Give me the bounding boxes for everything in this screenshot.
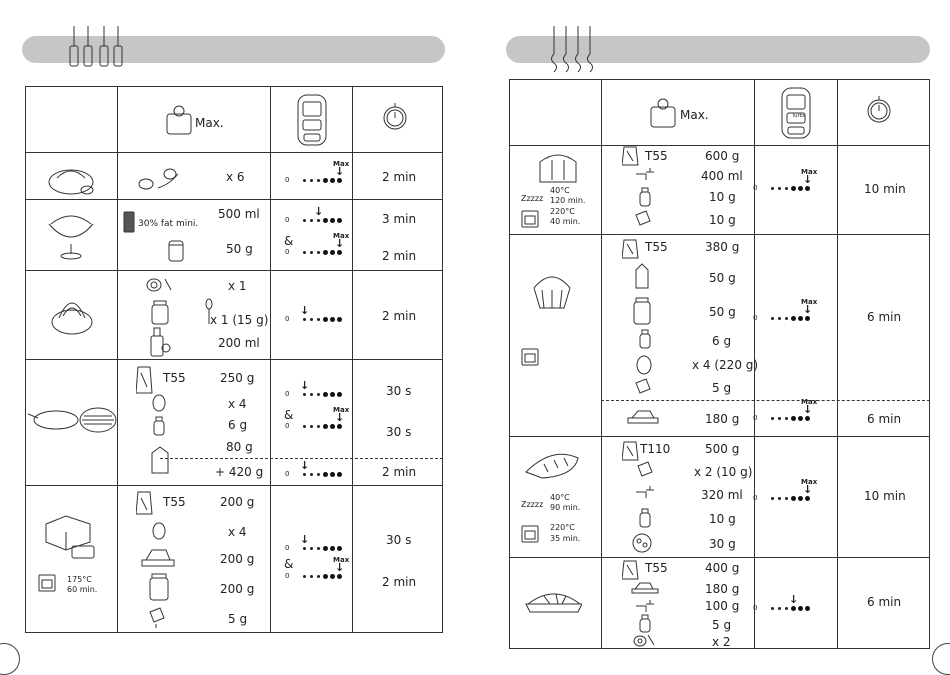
left-r3-time-a: 30 s [386, 384, 412, 398]
speed-dot [778, 417, 781, 420]
speed-arrow-icon: ↓ [789, 593, 799, 606]
speed-dot [798, 416, 803, 421]
right-r1-speed [753, 298, 823, 328]
right-header-max-label: Max. [680, 108, 709, 122]
mustard-jar-icon [150, 300, 170, 326]
speed-dot [785, 607, 788, 610]
speed-dot [310, 318, 313, 321]
left-header-weight-icon [165, 104, 193, 136]
speed-max-label: Max [333, 160, 350, 168]
left-r4-oven-temp: 175°C [67, 575, 92, 584]
whipped-eggs-icon [45, 160, 97, 198]
left-r3-sugar-qty: 80 g [226, 440, 253, 454]
speed-dot [337, 392, 342, 397]
egg-icon [152, 393, 166, 413]
speed-dot [310, 547, 313, 550]
dough-hooks-icon [548, 24, 594, 74]
left-r4-speed-a [285, 528, 355, 558]
right-header-weight-icon [649, 97, 677, 129]
page-corner-right [932, 643, 950, 675]
speed-dot [323, 472, 328, 477]
speed-dot [310, 251, 313, 254]
speed-dot [785, 497, 788, 500]
right-r2-time: 10 min [864, 489, 906, 503]
speed-dot [303, 318, 306, 321]
right-r0-water-qty: 400 ml [701, 169, 743, 183]
left-r4-flour-type: T55 [163, 495, 186, 509]
left-header-max-label: Max. [195, 116, 224, 130]
right-r3-flour-qty: 400 g [705, 561, 740, 575]
speed-max-label: Max [801, 398, 818, 406]
speed-zero-label: 0 [285, 422, 290, 430]
left-r4-oven-dur: 60 min. [67, 585, 98, 594]
speed-dot [337, 178, 342, 183]
right-r3-time: 6 min [867, 595, 902, 609]
speed-zero-label: 0 [285, 176, 290, 184]
speed-dot [798, 186, 803, 191]
left-header-speed-panel-icon [297, 94, 327, 146]
speed-dot [330, 392, 335, 397]
speed-dot [330, 472, 335, 477]
left-r2-time: 2 min [382, 309, 417, 323]
speed-dot [798, 496, 803, 501]
speed-max-label: Max [333, 556, 350, 564]
speed-dot [805, 416, 810, 421]
salt-shaker-icon [638, 186, 652, 208]
right-r0-salt-qty: 10 g [709, 190, 736, 204]
speed-dot [785, 187, 788, 190]
beaters-icon [66, 24, 126, 72]
speed-arrow-icon: ↓ [300, 533, 310, 546]
flour-bag-icon [622, 143, 640, 167]
sugar-jar-icon [148, 572, 170, 602]
baguette-icon [520, 446, 582, 482]
speed-dot [330, 546, 335, 551]
speed-max-label: Max [801, 298, 818, 306]
water-tap-icon [634, 166, 658, 186]
speed-dot [771, 417, 774, 420]
speed-dot [303, 473, 306, 476]
speed-dot [323, 218, 328, 223]
speed-dot [323, 546, 328, 551]
salt-shaker-icon [152, 415, 166, 437]
left-r3-sub-time: 2 min [382, 465, 417, 479]
page-corner-left [0, 643, 20, 675]
left-r0-qty: x 6 [226, 170, 245, 184]
right-r2-rest-dur: 90 min. [550, 503, 581, 512]
right-r0-rest-label: Zzzzz [521, 194, 544, 203]
speed-dot [337, 546, 342, 551]
speed-dot [317, 219, 320, 222]
right-r0-flour-qty: 600 g [705, 149, 740, 163]
speed-dot [330, 178, 335, 183]
speed-arrow-icon: ↓ [803, 403, 813, 416]
oven-icon [38, 574, 56, 592]
speed-dot [317, 251, 320, 254]
egg-yolk-icon [145, 276, 175, 294]
speed-dot [805, 496, 810, 501]
speed-zero-label: 0 [753, 604, 758, 612]
left-r3-sub-speed [285, 454, 355, 484]
speed-dot [310, 179, 313, 182]
speed-arrow-icon: ↓ [300, 459, 310, 472]
left-r1-sugar-qty: 50 g [226, 242, 253, 256]
speed-zero-label: 0 [753, 414, 758, 422]
speed-arrow-icon: ↓ [335, 411, 345, 424]
speed-dot [330, 424, 335, 429]
speed-dot [317, 473, 320, 476]
right-r0-oven-dur: 40 min. [550, 217, 581, 226]
right-r3-egg-qty: x 2 [712, 635, 731, 649]
speed-dot [330, 317, 335, 322]
right-r0-yeast-qty: 10 g [709, 213, 736, 227]
speed-zero-label: 0 [285, 572, 290, 580]
right-r1-sugar-qty: 50 g [709, 305, 736, 319]
speed-dot [303, 425, 306, 428]
speed-max-label: Max [333, 232, 350, 240]
speed-dot [798, 606, 803, 611]
speed-dot [323, 317, 328, 322]
left-r3-flour-qty: 250 g [220, 371, 255, 385]
left-r1-cream-qty: 500 ml [218, 207, 260, 221]
flour-bag-icon [622, 438, 640, 462]
speed-dot [303, 575, 306, 578]
speed-zero-label: 0 [753, 184, 758, 192]
speed-dot [310, 219, 313, 222]
speed-dot [303, 393, 306, 396]
brioche-icon [528, 266, 576, 314]
speed-dot [317, 318, 320, 321]
left-header-timer-icon [382, 102, 408, 132]
speed-dot [337, 424, 342, 429]
speed-dot [330, 250, 335, 255]
left-r2-oil-qty: 200 ml [218, 336, 260, 350]
right-r2-yeast-qty: x 2 (10 g) [694, 465, 753, 479]
yeast-packet-icon [636, 460, 654, 484]
speed-zero-label: 0 [753, 314, 758, 322]
salt-shaker-icon [638, 614, 652, 634]
speed-dot [330, 574, 335, 579]
left-r4-amp: & [284, 557, 294, 571]
speed-dot [771, 317, 774, 320]
speed-dot [323, 178, 328, 183]
speed-dot [303, 179, 306, 182]
left-r2-egg-qty: x 1 [228, 279, 247, 293]
left-r2-mustard-qty: x 1 (15 g) [210, 313, 269, 327]
right-r3-water-qty: 100 g [705, 599, 740, 613]
right-header-timer-icon [866, 95, 892, 125]
pie-icon [524, 586, 582, 620]
flour-bag-icon [136, 488, 154, 516]
right-r1-yeast-qty: 5 g [712, 381, 732, 395]
speed-dot [317, 575, 320, 578]
speed-dot [805, 606, 810, 611]
speed-zero-label: 0 [285, 216, 290, 224]
speed-dot [778, 607, 781, 610]
right-r1-milk-qty: 50 g [709, 271, 736, 285]
left-r3-amp: & [284, 408, 294, 422]
right-r1-egg-qty: x 4 (220 g) [692, 358, 759, 372]
right-r1-salt-qty: 6 g [712, 334, 732, 348]
speed-zero-label: 0 [285, 315, 290, 323]
speed-dot [310, 393, 313, 396]
left-r4-speed-b [285, 556, 355, 586]
speed-arrow-icon: ↓ [314, 205, 324, 218]
left-r2-speed [285, 299, 355, 329]
flour-bag-icon [136, 363, 154, 395]
speed-dot [337, 574, 342, 579]
ice-cream-cup-icon [45, 206, 95, 262]
left-r3-salt-qty: 6 g [228, 418, 248, 432]
water-tap-icon [634, 484, 658, 504]
right-r2-seeds-qty: 30 g [709, 537, 736, 551]
left-r1-amp: & [284, 234, 294, 248]
speed-arrow-icon: ↓ [300, 379, 310, 392]
right-r2-flour-qty: 500 g [705, 442, 740, 456]
speed-dot [771, 497, 774, 500]
speed-dot [337, 250, 342, 255]
left-r1-time-b: 2 min [382, 249, 417, 263]
speed-zero-label: 0 [285, 544, 290, 552]
egg-icon [152, 521, 166, 541]
speed-arrow-icon: ↓ [335, 237, 345, 250]
right-r2-oven-dur: 35 min. [550, 534, 581, 543]
left-r1-note: 30% fat mini. [138, 219, 199, 229]
speed-dot [805, 316, 810, 321]
right-r0-speed [753, 168, 823, 198]
speed-dot [317, 179, 320, 182]
speed-dot [317, 425, 320, 428]
milk-carton-icon [150, 445, 170, 475]
flour-bag-icon [622, 557, 640, 581]
speed-dot [303, 547, 306, 550]
butter-icon [140, 546, 176, 568]
speed-dot [785, 417, 788, 420]
left-r3-flour-type: T55 [163, 371, 186, 385]
oven-icon [521, 525, 539, 543]
left-r1-speed-b [285, 232, 355, 262]
salt-shaker-icon [638, 507, 652, 529]
speed-dot [337, 472, 342, 477]
speed-max-label: Max [801, 478, 818, 486]
speed-dot [303, 251, 306, 254]
turbo-label: Turbo [792, 113, 806, 119]
left-r4-egg-qty: x 4 [228, 525, 247, 539]
speed-dot [778, 187, 781, 190]
speed-dot [778, 497, 781, 500]
right-r3-salt-qty: 5 g [712, 618, 732, 632]
cream-carton-icon [123, 211, 135, 233]
speed-dot [778, 317, 781, 320]
left-r4-time-a: 30 s [386, 533, 412, 547]
left-r3-sub-qty: + 420 g [215, 465, 264, 479]
speed-arrow-icon: ↓ [803, 173, 813, 186]
egg-yolk-icon [632, 633, 656, 649]
speed-zero-label: 0 [285, 248, 290, 256]
sugar-jar-icon [632, 296, 652, 326]
flour-bag-icon [622, 236, 640, 260]
right-r1-sub-qty: 180 g [705, 412, 740, 426]
right-r2-salt-qty: 10 g [709, 512, 736, 526]
speed-dot [771, 187, 774, 190]
yeast-packet-icon [148, 606, 166, 630]
oven-icon [521, 210, 539, 228]
right-r2-flour-type: T110 [640, 442, 671, 456]
speed-dot [310, 473, 313, 476]
butter-icon [626, 408, 660, 426]
right-r1-time: 6 min [867, 310, 902, 324]
speed-arrow-icon: ↓ [335, 165, 345, 178]
speed-arrow-icon: ↓ [803, 483, 813, 496]
bread-loaf-icon [536, 150, 580, 186]
left-r4-flour-qty: 200 g [220, 495, 255, 509]
speed-dot [785, 317, 788, 320]
speed-dot [791, 186, 796, 191]
speed-dot [317, 393, 320, 396]
speed-zero-label: 0 [285, 470, 290, 478]
speed-zero-label: 0 [285, 390, 290, 398]
right-r0-rest-dur: 120 min. [550, 196, 586, 205]
speed-dot [310, 575, 313, 578]
speed-dot [323, 424, 328, 429]
speed-dot [771, 607, 774, 610]
speed-dot [310, 425, 313, 428]
right-r1-flour-type: T55 [645, 240, 668, 254]
oil-bottle-icon [148, 326, 172, 358]
right-r1-sub-speed [753, 398, 823, 428]
left-r0-time: 2 min [382, 170, 417, 184]
seeds-icon [632, 532, 652, 554]
left-r1-speed-a [285, 200, 355, 230]
right-r0-time: 10 min [864, 182, 906, 196]
speed-dot [303, 219, 306, 222]
speed-dot [317, 547, 320, 550]
left-r3-time-b: 30 s [386, 425, 412, 439]
left-r4-sugar-qty: 200 g [220, 582, 255, 596]
left-r1-time-a: 3 min [382, 212, 417, 226]
speed-dot [805, 186, 810, 191]
egg-icon [636, 354, 652, 376]
speed-arrow-icon: ↓ [803, 303, 813, 316]
left-r3-egg-qty: x 4 [228, 397, 247, 411]
right-r2-water-qty: 320 ml [701, 488, 743, 502]
speed-dot [337, 317, 342, 322]
yeast-packet-icon [634, 377, 652, 401]
cake-slice-icon [42, 512, 100, 562]
speed-dot [323, 250, 328, 255]
salt-shaker-icon [638, 328, 652, 350]
left-r4-yeast-qty: 5 g [228, 612, 248, 626]
right-r2-rest-label: Zzzzz [521, 500, 544, 509]
milk-carton-icon [634, 262, 650, 290]
speed-dot [323, 574, 328, 579]
egg-cracking-icon [136, 166, 186, 192]
right-r0-flour-type: T55 [645, 149, 668, 163]
right-r1-flour-qty: 380 g [705, 240, 740, 254]
right-r3-butter-qty: 180 g [705, 582, 740, 596]
right-r2-rest-temp: 40°C [550, 493, 570, 502]
speed-dot [791, 606, 796, 611]
right-r3-speed [753, 588, 823, 618]
mayo-bowl-icon [47, 290, 97, 338]
speed-dot [337, 218, 342, 223]
oven-icon [521, 348, 539, 366]
left-r3-speed-b [285, 406, 355, 436]
yeast-packet-icon [634, 209, 652, 233]
speed-max-label: Max [333, 406, 350, 414]
speed-max-label: Max [801, 168, 818, 176]
sugar-jar-icon [168, 237, 184, 263]
speed-dot [330, 218, 335, 223]
speed-zero-label: 0 [753, 494, 758, 502]
crepes-pan-icon [28, 402, 118, 436]
right-r0-rest-temp: 40°C [550, 186, 570, 195]
speed-arrow-icon: ↓ [335, 561, 345, 574]
speed-dot [791, 316, 796, 321]
speed-arrow-icon: ↓ [300, 304, 310, 317]
right-r3-flour-type: T55 [645, 561, 668, 575]
right-r0-oven-temp: 220°C [550, 207, 575, 216]
left-r0-speed [285, 160, 355, 190]
right-r1-sub-time: 6 min [867, 412, 902, 426]
butter-icon [630, 580, 660, 596]
left-r4-butter-qty: 200 g [220, 552, 255, 566]
speed-dot [791, 416, 796, 421]
speed-dot [798, 316, 803, 321]
right-r2-oven-temp: 220°C [550, 523, 575, 532]
speed-dot [323, 392, 328, 397]
right-r2-speed [753, 478, 823, 508]
left-r4-time-b: 2 min [382, 575, 417, 589]
left-r3-speed-a [285, 374, 355, 404]
speed-dot [791, 496, 796, 501]
